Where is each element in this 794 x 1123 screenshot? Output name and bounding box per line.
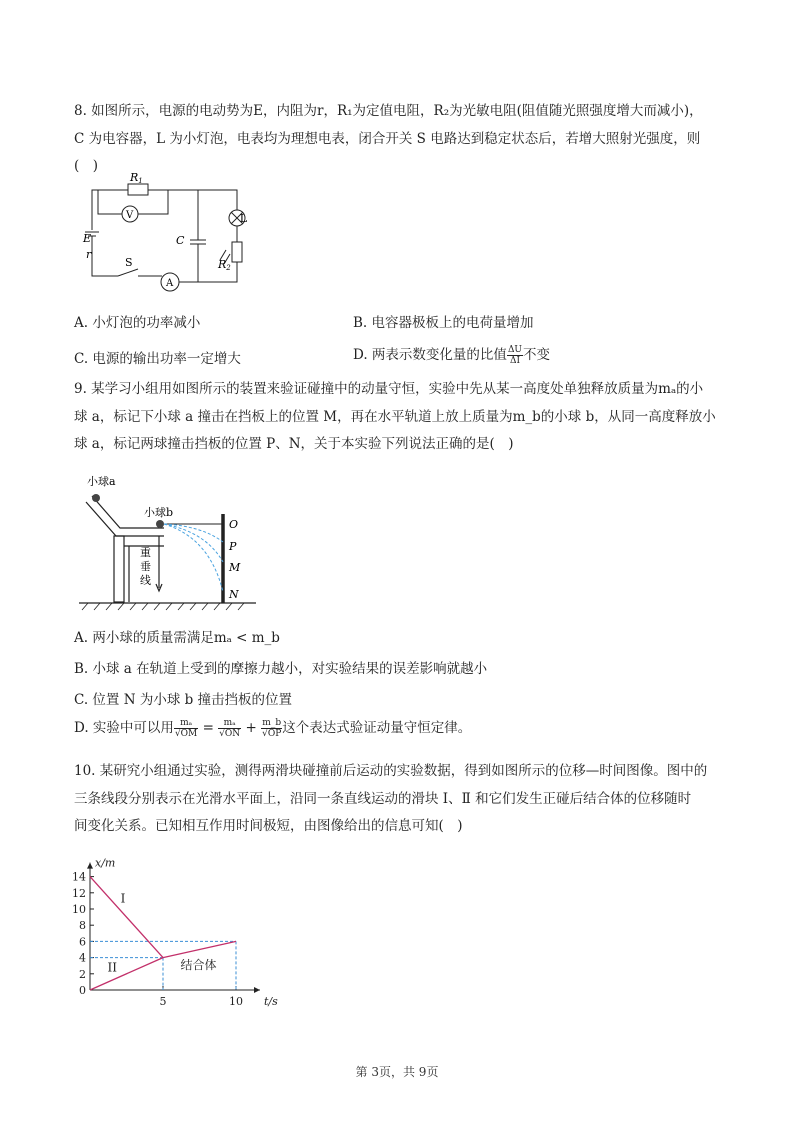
series-line-2	[90, 958, 163, 990]
label-s: S	[125, 256, 133, 269]
label-e: E	[83, 232, 92, 245]
position-time-chart	[66, 848, 296, 1010]
equals-sign: =	[198, 720, 219, 736]
label-ball-b: 小球b	[144, 506, 174, 519]
label-plumb-2: 垂	[140, 560, 151, 573]
label-a: A	[166, 278, 174, 289]
y-tick-label: 6	[79, 935, 86, 949]
series-label-2: II	[107, 960, 118, 975]
q9-line-2: 球 a，标记下小球 a 撞击在挡板上的位置 M，再在水平轨道上放上质量为m_b的小球 b，从同一高度释放小	[74, 408, 716, 425]
y-axis-label: x/m	[95, 856, 116, 870]
label-c: C	[176, 234, 185, 247]
q9-option-a[interactable]: A. 两小球的质量需满足mₐ < m_b	[74, 630, 280, 646]
q8-option-d[interactable]	[353, 343, 550, 366]
q9-option-d-text: D. 实验中可以用	[74, 720, 174, 736]
label-r: r	[86, 248, 92, 261]
x-tick-label: 10	[229, 995, 243, 1008]
q8-option-c[interactable]: C. 电源的输出功率一定增大	[74, 351, 241, 367]
ball-a	[92, 494, 100, 502]
ball-b	[156, 520, 164, 528]
q8-option-d-tail: 不变	[523, 347, 551, 363]
fraction-2: $\frac{\text{mₐ}}{√ON}$	[219, 718, 241, 739]
q8-line-2: C 为电容器，L 为小灯泡，电表均为理想电表，闭合开关 S 电路达到稳定状态后，若增大照射光强度，则( )	[74, 130, 701, 174]
label-ball-a: 小球a	[87, 475, 116, 488]
q8-line-1: 8. 如图所示，电源的电动势为E，内阻为r，R₁为定值电阻，R₂为光敏电阻(阻值随光照强度增大而减小)，	[74, 103, 703, 119]
circuit-diagram	[80, 170, 250, 298]
q9-option-d-tail: 这个表达式验证动量守恒定律。	[282, 720, 472, 736]
q8-option-a[interactable]: A. 小灯泡的功率减小	[74, 315, 201, 331]
q8-option-b[interactable]: B. 电容器极板上的电荷量增加	[353, 315, 534, 331]
label-o: O	[229, 518, 239, 531]
label-n: N	[229, 588, 239, 601]
y-tick-label: 4	[79, 951, 86, 965]
page-number: 第 3页，共 9页	[355, 1065, 439, 1079]
x-axis-label: t/s	[264, 995, 278, 1008]
series-label-3: 结合体	[180, 957, 217, 972]
y-axis-arrow	[87, 863, 93, 869]
y-tick-label: 8	[79, 919, 86, 933]
y-tick-label: 0	[79, 984, 86, 997]
x-tick-label: 5	[159, 995, 167, 1008]
q9-option-c[interactable]: C. 位置 N 为小球 b 撞击挡板的位置	[74, 692, 293, 708]
q9-option-d[interactable]	[74, 716, 471, 739]
question-8	[74, 98, 724, 181]
q10-line-2: 三条线段分别表示在光滑水平面上，沿同一条直线运动的滑块 Ⅰ、Ⅱ 和它们发生正碰后结合体的位移随时	[74, 790, 692, 807]
q9-line-3: 球 a，标记两球撞击挡板的位置 P、N，关于本实验下列说法正确的是( )	[74, 436, 514, 452]
plus-sign: +	[241, 720, 262, 736]
q9-option-b[interactable]: B. 小球 a 在轨道上受到的摩擦力越小，对实验结果的误差影响就越小	[74, 661, 488, 677]
y-tick-label: 2	[79, 967, 86, 981]
label-r1: R1	[130, 171, 143, 185]
label-l: L	[239, 212, 247, 225]
label-plumb-3: 线	[140, 574, 151, 587]
question-10	[74, 758, 724, 841]
collision-apparatus-diagram	[74, 470, 264, 618]
series-line-3	[163, 941, 236, 957]
label-plumb-1: 重	[140, 546, 151, 559]
q8-option-d-text: D. 两表示数变化量的比值	[353, 347, 507, 363]
question-9	[74, 376, 724, 459]
q10-line-1: 10. 某研究小组通过实验，测得两滑块碰撞前后运动的实验数据，得到如图所示的位移—时间图像。图中的	[74, 763, 708, 779]
y-tick-label: 14	[72, 870, 86, 884]
series-label-1: I	[120, 891, 126, 906]
fraction: $\frac{\Delta U}{\Delta I}$	[507, 345, 523, 366]
fraction-1: $\frac{\text{mₐ}}{√OM}$	[174, 718, 198, 739]
x-axis-arrow	[254, 987, 260, 993]
label-m: M	[229, 561, 241, 574]
label-r2: R2	[218, 258, 231, 272]
y-tick-label: 10	[72, 903, 86, 916]
label-p: P	[229, 540, 237, 553]
q10-line-3: 间变化关系。已知相互作用时间极短，由图像给出的信息可知( )	[74, 818, 463, 834]
y-tick-label: 12	[72, 886, 86, 900]
fraction-3: $\frac{m\_b}{√OP}$	[262, 718, 282, 739]
label-v: V	[126, 210, 134, 221]
q9-line-1: 9. 某学习小组用如图所示的装置来验证碰撞中的动量守恒，实验中先从某一高度处单独释放质量为mₐ的小	[74, 381, 704, 397]
series-line-1	[90, 877, 163, 958]
